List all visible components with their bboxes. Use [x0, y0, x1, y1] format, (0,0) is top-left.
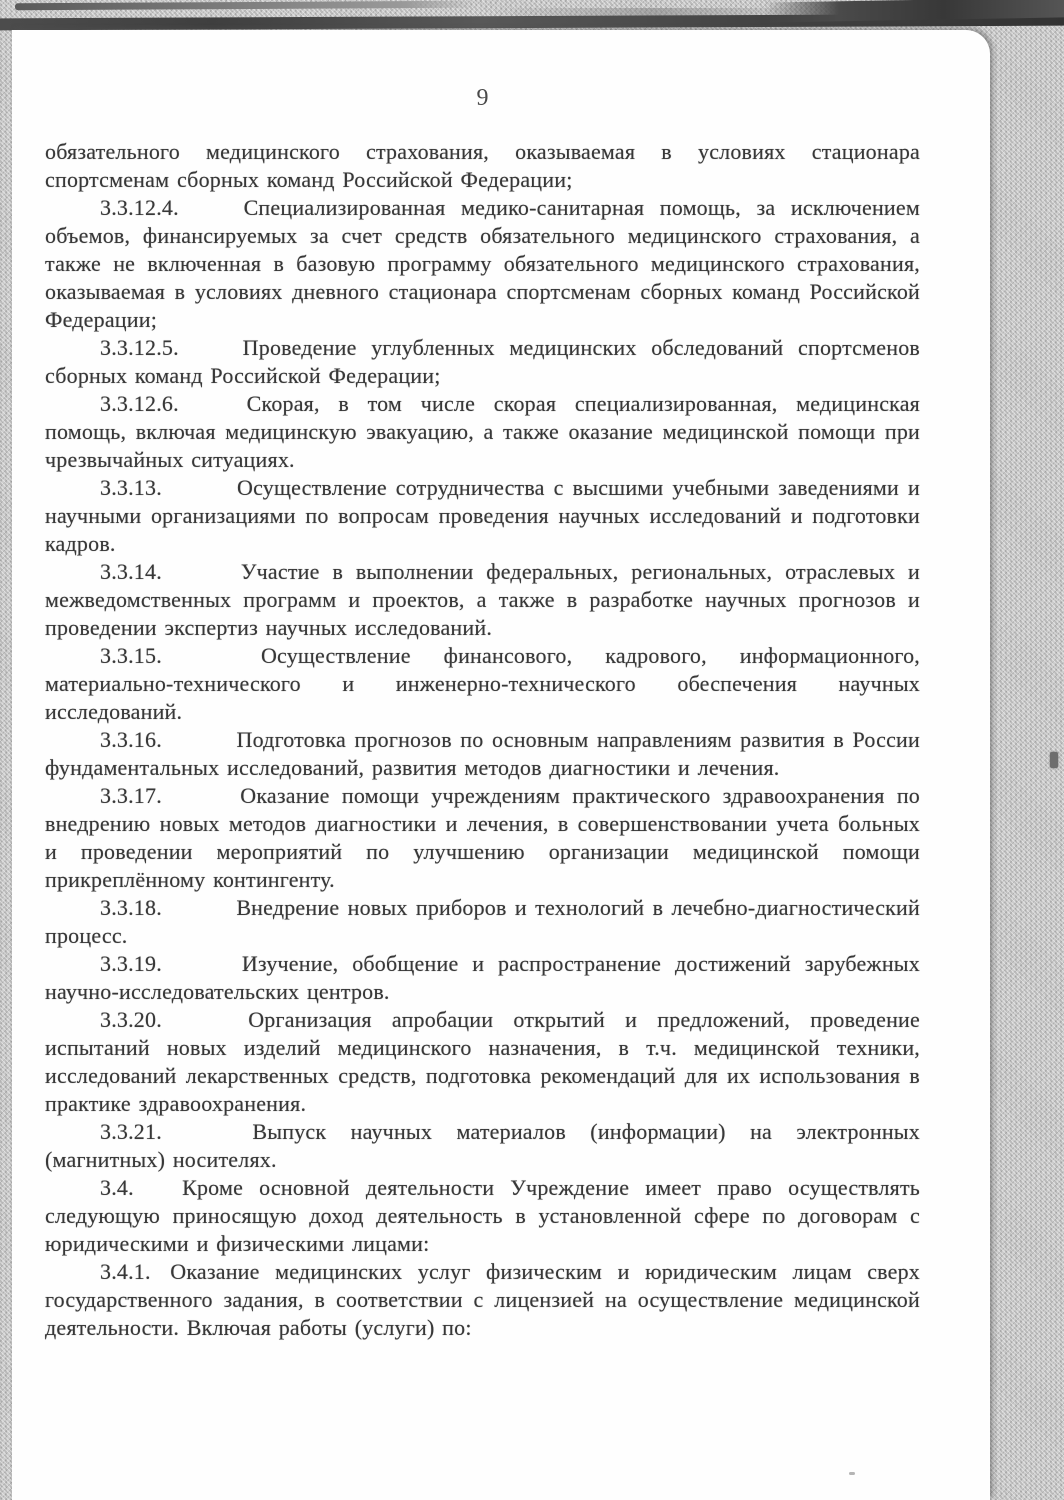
scan-artifact-streak [15, 1, 475, 10]
paragraph [45, 782, 920, 894]
paragraph [45, 334, 920, 390]
paragraph [45, 1118, 920, 1174]
paragraph-text: Изучение, обобщение и распространение достижений зарубежных научно-исследовательских центров. [45, 951, 920, 1004]
paragraph-number: 3.3.13. [100, 475, 162, 500]
paragraph-number: 3.3.14. [100, 559, 162, 584]
paragraph [45, 558, 920, 642]
paragraph [45, 894, 920, 950]
paragraph-text: Проведение углубленных медицинских обследований спортсменов сборных команд Российской Федерации; [45, 335, 920, 388]
paragraph-number: 3.3.12.6. [100, 391, 179, 416]
paragraph-text: Скорая, в том числе скорая специализированная, медицинская помощь, включая медицинскую эвакуацию, а также оказание медицинской помощи при чрезвычайных ситуациях. [45, 391, 920, 472]
paragraph-number: 3.3.21. [100, 1119, 162, 1144]
left-edge-fade [12, 130, 38, 1500]
paragraph [45, 726, 920, 782]
paragraph-text: Участие в выполнении федеральных, региональных, отраслевых и межведомственных программ и проектов, а также в разработке научных прогнозов и проведении экспертиз научных исследований. [45, 559, 920, 640]
paragraph-number: 3.3.12.5. [100, 335, 179, 360]
paragraph [45, 138, 920, 194]
paragraph-number: 3.3.20. [100, 1007, 162, 1032]
paragraph-text: Выпуск научных материалов (информации) на электронных (магнитных) носителях. [45, 1119, 920, 1172]
paragraph-number: 3.3.19. [100, 951, 162, 976]
paragraph [45, 194, 920, 334]
paragraph [45, 474, 920, 558]
paragraph [45, 1174, 920, 1258]
paragraph-number: 3.3.16. [100, 727, 162, 752]
paragraph-number: 3.4.1. [100, 1259, 151, 1284]
paragraph-number: 3.4. [100, 1175, 134, 1200]
scan-speck [1050, 752, 1058, 768]
paragraph-text: Организация апробации открытий и предложений, проведение испытаний новых изделий медицинского назначения, в т.ч. медицинской техники, исследований лекарственных средств, подготовка рекомендаций для их использования в практике здравоохранения. [45, 1007, 920, 1116]
paragraph-number: 3.3.17. [100, 783, 162, 808]
paragraph-text: Оказание медицинских услуг физическим и юридическим лицам сверх государственного задания, в соответствии с лицензией на осуществление медицинской деятельности. Включая работы (услуги) по: [45, 1259, 921, 1340]
paragraph-number: 3.3.15. [100, 643, 162, 668]
paragraph [45, 390, 920, 474]
paragraph [45, 1006, 920, 1118]
paragraph [45, 642, 920, 726]
scan-speck-faint [849, 1472, 855, 1475]
document-text-block [45, 138, 920, 1342]
page-number: 9 [476, 85, 489, 111]
paragraph-text: Внедрение новых приборов и технологий в лечебно-диагностический процесс. [45, 895, 920, 948]
paragraph-number: 3.3.12.4. [100, 195, 179, 220]
paragraph-text: Осуществление сотрудничества с высшими учебными заведениями и научными организациями по вопросам проведения научных исследований и подготовки кадров. [45, 475, 920, 556]
paragraph-text: Оказание помощи учреждениям практического здравоохранения по внедрению новых методов диагностики и лечения, в совершенствовании учета больных и проведении мероприятий по улучшению организации медицинской помощи прикреплённому контингенту. [45, 783, 920, 892]
paragraph-number: 3.3.18. [100, 895, 162, 920]
paragraph-text: Подготовка прогнозов по основным направлениям развития в России фундаментальных исследований, развития методов диагностики и лечения. [45, 727, 920, 780]
paragraph-text: Кроме основной деятельности Учреждение имеет право осуществлять следующую приносящую доход деятельность в установленной сфере по договорам с юридическими и физическими лицами: [45, 1175, 920, 1256]
document-page [12, 30, 990, 1500]
paragraph-text: Осуществление финансового, кадрового, информационного, материально-технического и инженерно-технического обеспечения научных исследований. [45, 643, 920, 724]
paragraph-text: обязательного медицинского страхования, оказываемая в условиях стационара спортсменам сборных команд Российской Федерации; [45, 139, 920, 192]
paragraph-text: Специализированная медико-санитарная помощь, за исключением объемов, финансируемых за счет средств обязательного медицинского страхования, а также не включенная в базовую программу обязательного медицинского страхования, оказываемая в условиях дневного стационара спортсменам сборных команд Российской Федерации; [45, 195, 920, 332]
paragraph [45, 1258, 920, 1342]
paragraph [45, 950, 920, 1006]
